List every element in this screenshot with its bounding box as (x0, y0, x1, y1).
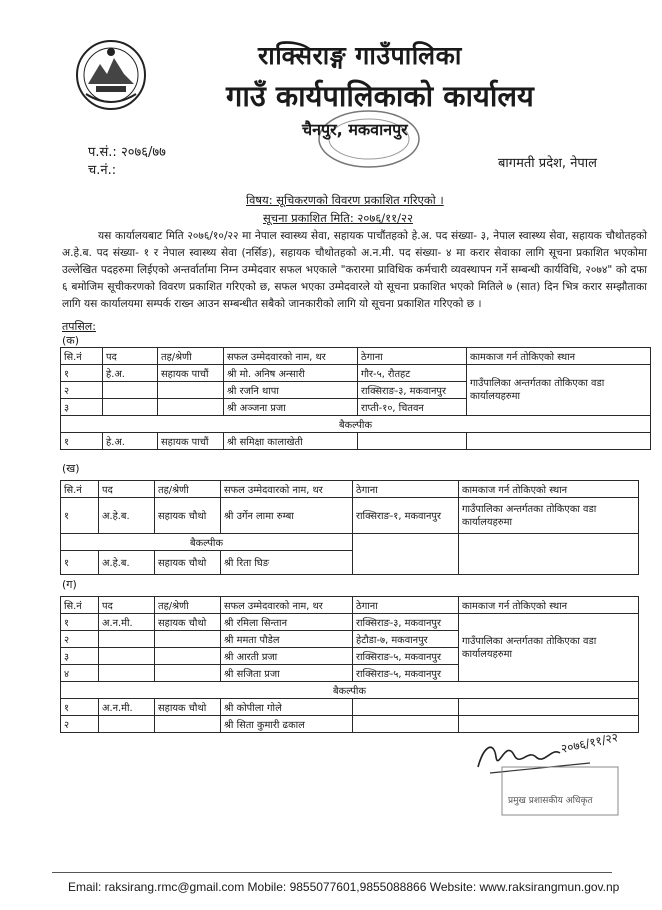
cell-level: सहायक पाचौं (158, 433, 224, 450)
candidates-table-ga (60, 596, 639, 733)
cell-post (99, 665, 155, 682)
cell-sn: १ (61, 699, 99, 716)
cell-post (99, 648, 155, 665)
cell-post: अ.न.मी. (99, 699, 155, 716)
table-row (61, 433, 651, 450)
cell-address (353, 699, 459, 716)
cell-name: श्री समिक्षा कालाखेती (224, 433, 358, 450)
cell-sn: १ (61, 551, 99, 575)
cell-name: श्री मो. अनिष अन्सारी (224, 365, 358, 382)
cell-sn: २ (61, 631, 99, 648)
cell-level (155, 648, 221, 665)
cell-address: राक्सिराङ-३, मकवानपुर (353, 614, 459, 631)
col-level: तह/श्रेणी (158, 348, 224, 365)
cell-address: हेटौडा-७, मकवानपुर (353, 631, 459, 648)
table-row (61, 498, 639, 534)
col-level: तह/श्रेणी (155, 481, 221, 498)
table-header-row (61, 348, 651, 365)
cell-name: श्री सजिता प्रजा (221, 665, 353, 682)
cell-post: हे.अ. (103, 433, 158, 450)
cell-level (158, 399, 224, 416)
cell-name: श्री उर्गेन लामा रुम्बा (221, 498, 353, 534)
col-name: सफल उम्मेदवारको नाम, थर (221, 481, 353, 498)
cell-level (155, 631, 221, 648)
cell-level: सहायक चौथो (155, 551, 221, 575)
cell-sn: १ (61, 365, 103, 382)
candidates-table-ka (60, 347, 651, 450)
cell-name: श्री रमिला सिन्तान (221, 614, 353, 631)
cell-address (353, 534, 459, 575)
cell-post (99, 716, 155, 733)
col-name: सफल उम्मेदवारको नाम, थर (224, 348, 358, 365)
cell-level (155, 665, 221, 682)
col-level: तह/श्रेणी (155, 597, 221, 614)
cell-name: श्री कोपीला गोले (221, 699, 353, 716)
cell-workplace (459, 534, 639, 575)
cell-workplace: गाउँपालिका अन्तर्गतका तोकिएका वडा कार्यालयहरुमा (459, 614, 639, 682)
cell-post: अ.न.मी. (99, 614, 155, 631)
col-post: पद (103, 348, 158, 365)
cell-workplace (459, 699, 639, 716)
table-header-row (61, 481, 639, 498)
officer-stamp (500, 765, 620, 817)
cell-name: श्री सिता कुमारी ढकाल (221, 716, 353, 733)
footer-divider (52, 872, 612, 873)
cell-level: सहायक चौथो (155, 614, 221, 631)
cell-address: राक्सिराङ-५, मकवानपुर (353, 648, 459, 665)
cell-workplace: गाउँपालिका अन्तर्गतका तोकिएका वडा कार्यालयहरुमा (459, 498, 639, 534)
cell-address: राक्सिराङ-५, मकवानपुर (353, 665, 459, 682)
government-emblem-logo (74, 38, 148, 112)
cell-sn: १ (61, 498, 99, 534)
details-heading: तपसिल: (62, 320, 96, 333)
col-address: ठेगाना (353, 481, 459, 498)
col-name: सफल उम्मेदवारको नाम, थर (221, 597, 353, 614)
col-sn: सि.नं (61, 348, 103, 365)
cell-sn: २ (61, 716, 99, 733)
org-name-line2: गाउँ कार्यपालिकाको कार्यालय (226, 79, 534, 113)
cell-level (158, 382, 224, 399)
cell-address: राक्सिराङ-३, मकवानपुर (358, 382, 467, 399)
org-address: चैनपुर, मकवानपुर (302, 120, 408, 139)
alternate-label: बैकल्पीक (61, 534, 353, 551)
cell-post (99, 631, 155, 648)
section-label-kha: (ख) (62, 462, 80, 475)
cell-post: अ.हे.ब. (99, 551, 155, 575)
cell-address: गौर-५, रौतहट (358, 365, 467, 382)
col-address: ठेगाना (358, 348, 467, 365)
col-post: पद (99, 481, 155, 498)
col-post: पद (99, 597, 155, 614)
alternate-label: बैकल्पीक (61, 416, 651, 433)
col-sn: सि.नं (61, 481, 99, 498)
col-sn: सि.नं (61, 597, 99, 614)
table-row (61, 699, 639, 716)
alternate-header-row (61, 534, 639, 551)
cell-sn: १ (61, 614, 99, 631)
col-address: ठेगाना (353, 597, 459, 614)
cell-post: अ.हे.ब. (99, 498, 155, 534)
col-workplace: कामकाज गर्न तोकिएको स्थान (467, 348, 651, 365)
cell-address: राक्सिराङ-१, मकवानपुर (353, 498, 459, 534)
alternate-header-row (61, 682, 639, 699)
province-name: बागमती प्रदेश, नेपाल (498, 156, 597, 171)
cell-address (358, 433, 467, 450)
cell-workplace (467, 433, 651, 450)
cell-sn: १ (61, 433, 103, 450)
section-label-ka: (क) (62, 334, 80, 347)
cell-name: श्री रिता घिङ (221, 551, 353, 575)
cell-name: श्री ममता पौडेल (221, 631, 353, 648)
cell-address (353, 716, 459, 733)
candidates-table-kha (60, 480, 639, 575)
cell-sn: ३ (61, 399, 103, 416)
cell-sn: २ (61, 382, 103, 399)
reference-number: प.सं.: २०७६/७७ (88, 145, 166, 160)
cell-post: हे.अ. (103, 365, 158, 382)
section-label-ga: (ग) (62, 578, 77, 591)
dispatch-number: च.नं.: (88, 163, 117, 178)
svg-text:प्रमुख प्रशासकीय अधिकृत: प्रमुख प्रशासकीय अधिकृत (508, 796, 593, 806)
svg-text:२०७६/११/२२: २०७६/११/२२ (559, 730, 620, 756)
cell-level (155, 716, 221, 733)
cell-name: श्री रजनि थापा (224, 382, 358, 399)
alternate-label: बैकल्पीक (61, 682, 639, 699)
notice-body: यस कार्यालयबाट मिति २०७६/१०/२२ मा नेपाल स्वास्थ्य सेवा, सहायक पाचौंतहको हे.अ. पद संख्या- ३, नेपाल स्वास्थ्य सेवा, सहायक चौथोतहको अ.हे.ब. पद संख्या- १ र नेपाल स्वास्थ्य सेवा (नर्सिङ), सहायक चौथोतहको अ.न.मी. पद संख्या- ४ मा करार सेवाका लागि सूचना प्रकाशित भएकोमा उल्लेखित पदहरुमा लिईएको अन्तर्वार्तामा निम्न उम्मेदवार सफल भएकाले "करारमा प्राविधिक कर्मचारी व्यवस्थापन गर्ने सम्बन्धी कार्यविधि, २०७४" को दफा ६ बमोजिम सूचीकरणको विवरण प्रकाशित गरिएको छ, सफल भएका उम्मेदवारले यो सूचना प्रकाशित भएको मितिले ७ (सात) दिन भित्र करार सम्झौताका लागि यस कार्यालयमा सम्पर्क राख्न आउन सम्बन्धीत सबैको जानकारीको लागि यो सूचना प्रकाशित गरिएको छ । (62, 230, 647, 310)
cell-post (103, 399, 158, 416)
cell-sn: ३ (61, 648, 99, 665)
cell-sn: ४ (61, 665, 99, 682)
table-row (61, 614, 639, 631)
cell-name: श्री आरती प्रजा (221, 648, 353, 665)
cell-level: सहायक चौथो (155, 699, 221, 716)
cell-post (103, 382, 158, 399)
col-workplace: कामकाज गर्न तोकिएको स्थान (459, 597, 639, 614)
subject-line: विषय: सूचिकरणको विवरण प्रकाशित गरिएको । (246, 193, 444, 207)
table-header-row (61, 597, 639, 614)
cell-name: श्री अञ्जना प्रजा (224, 399, 358, 416)
cell-level: सहायक चौथो (155, 498, 221, 534)
org-name-line1: राक्सिराङ्ग गाउँपालिका (258, 41, 462, 70)
cell-workplace: गाउँपालिका अन्तर्गतका तोकिएका वडा कार्यालयहरुमा (467, 365, 651, 416)
cell-address: राप्ती-१०, चितवन (358, 399, 467, 416)
published-date: सूचना प्रकाशित मिति: २०७६/११/२२ (263, 211, 413, 225)
col-workplace: कामकाज गर्न तोकिएको स्थान (459, 481, 639, 498)
cell-level: सहायक पाचौं (158, 365, 224, 382)
alternate-header-row (61, 416, 651, 433)
footer-contact: Email: raksirang.rmc@gmail.com Mobile: 9855077601,9855088866 Website: www.raksirangmun.gov.np (68, 880, 620, 894)
table-row (61, 365, 651, 382)
